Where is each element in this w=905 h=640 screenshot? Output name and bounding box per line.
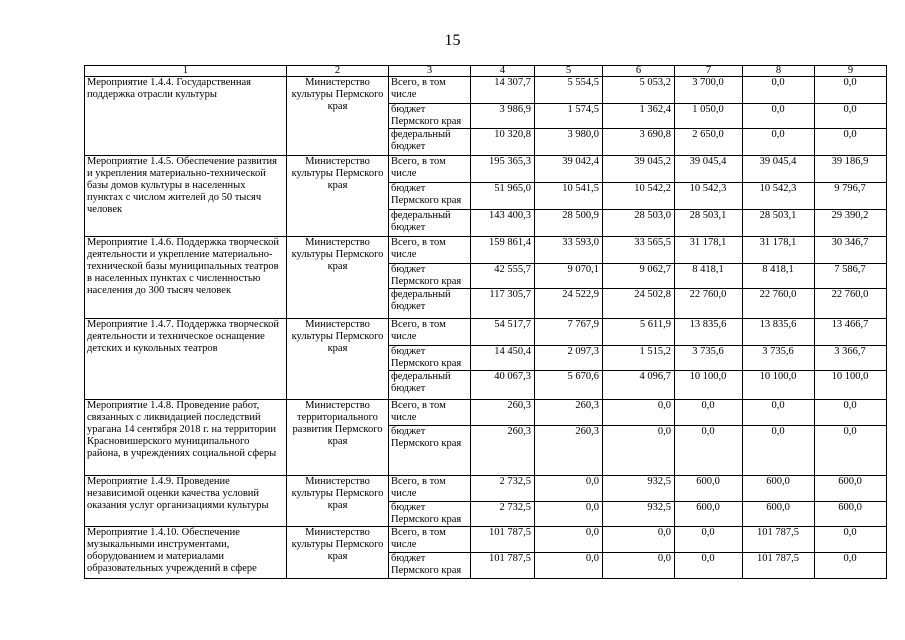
- amount-cell: 5 554,5: [535, 77, 603, 104]
- amount-cell: 260,3: [471, 400, 535, 426]
- page-number: 15: [444, 32, 461, 49]
- measure-description: Мероприятие 1.4.7. Поддержка творческой деятельности и техническое оснащение детских и кукольных театров: [85, 319, 287, 400]
- amount-cell: 0,0: [815, 129, 887, 156]
- funding-source: федеральный бюджет: [389, 210, 471, 237]
- funding-source: федеральный бюджет: [389, 129, 471, 156]
- funding-source: бюджет Пермского края: [389, 104, 471, 129]
- amount-cell: 10 320,8: [471, 129, 535, 156]
- amount-cell: 600,0: [815, 502, 887, 527]
- amount-cell: 28 500,9: [535, 210, 603, 237]
- amount-cell: 9 062,7: [603, 264, 675, 289]
- amount-cell: 28 503,1: [675, 210, 743, 237]
- funding-source: Всего, в том числе: [389, 77, 471, 104]
- amount-cell: 0,0: [535, 476, 603, 502]
- funding-source: бюджет Пермского края: [389, 426, 471, 476]
- col-header-8: 8: [743, 66, 815, 77]
- funding-source: Всего, в том числе: [389, 156, 471, 183]
- amount-cell: 42 555,7: [471, 264, 535, 289]
- funding-source: Всего, в том числе: [389, 319, 471, 346]
- amount-cell: 0,0: [675, 426, 743, 476]
- amount-cell: 0,0: [675, 400, 743, 426]
- amount-cell: 0,0: [743, 400, 815, 426]
- funding-source: бюджет Пермского края: [389, 183, 471, 210]
- amount-cell: 22 760,0: [815, 289, 887, 319]
- amount-cell: 29 390,2: [815, 210, 887, 237]
- table-row: [85, 400, 887, 426]
- amount-cell: 1 574,5: [535, 104, 603, 129]
- amount-cell: 0,0: [603, 527, 675, 553]
- amount-cell: 101 787,5: [471, 553, 535, 579]
- amount-cell: 39 042,4: [535, 156, 603, 183]
- amount-cell: 0,0: [675, 553, 743, 579]
- amount-cell: 54 517,7: [471, 319, 535, 346]
- amount-cell: 10 100,0: [815, 371, 887, 400]
- responsible-executor: Министерство культуры Пермского края: [287, 237, 389, 319]
- amount-cell: 3 735,6: [743, 346, 815, 371]
- amount-cell: 28 503,1: [743, 210, 815, 237]
- amount-cell: 117 305,7: [471, 289, 535, 319]
- amount-cell: 0,0: [603, 426, 675, 476]
- amount-cell: 600,0: [743, 502, 815, 527]
- amount-cell: 5 670,6: [535, 371, 603, 400]
- amount-cell: 0,0: [815, 553, 887, 579]
- amount-cell: 33 593,0: [535, 237, 603, 264]
- amount-cell: 39 045,4: [675, 156, 743, 183]
- amount-cell: 1 362,4: [603, 104, 675, 129]
- measure-description: Мероприятие 1.4.9. Проведение независимой оценки качества условий оказания услуг организациями культуры: [85, 476, 287, 527]
- table-row: [85, 156, 887, 183]
- amount-cell: 10 542,3: [743, 183, 815, 210]
- amount-cell: 1 050,0: [675, 104, 743, 129]
- col-header-3: 3: [389, 66, 471, 77]
- responsible-executor: Министерство культуры Пермского края: [287, 476, 389, 527]
- amount-cell: 0,0: [815, 104, 887, 129]
- col-header-1: 1: [85, 66, 287, 77]
- amount-cell: 0,0: [603, 400, 675, 426]
- amount-cell: 14 450,4: [471, 346, 535, 371]
- amount-cell: 51 965,0: [471, 183, 535, 210]
- budget-table: [84, 65, 887, 579]
- amount-cell: 101 787,5: [743, 527, 815, 553]
- responsible-executor: Министерство культуры Пермского края: [287, 156, 389, 237]
- funding-source: Всего, в том числе: [389, 476, 471, 502]
- amount-cell: 9 796,7: [815, 183, 887, 210]
- amount-cell: 10 100,0: [675, 371, 743, 400]
- amount-cell: 14 307,7: [471, 77, 535, 104]
- amount-cell: 40 067,3: [471, 371, 535, 400]
- amount-cell: 0,0: [815, 77, 887, 104]
- amount-cell: 30 346,7: [815, 237, 887, 264]
- amount-cell: 28 503,0: [603, 210, 675, 237]
- amount-cell: 0,0: [743, 426, 815, 476]
- measure-description: Мероприятие 1.4.8. Проведение работ, связанных с ликвидацией последствий урагана 14 сентября 2018 г. на территории Красновишерского муниципального района, в учреждениях социальной сферы: [85, 400, 287, 476]
- amount-cell: 260,3: [471, 426, 535, 476]
- amount-cell: 3 735,6: [675, 346, 743, 371]
- amount-cell: 0,0: [815, 426, 887, 476]
- amount-cell: 0,0: [535, 553, 603, 579]
- measure-description: Мероприятие 1.4.10. Обеспечение музыкальными инструментами, оборудованием и материалами образовательных учреждений в сфере: [85, 527, 287, 579]
- amount-cell: 24 502,8: [603, 289, 675, 319]
- amount-cell: 0,0: [815, 400, 887, 426]
- amount-cell: 5 053,2: [603, 77, 675, 104]
- table-row: [85, 319, 887, 346]
- table-row: [85, 527, 887, 553]
- header-row: [85, 66, 887, 77]
- col-header-5: 5: [535, 66, 603, 77]
- amount-cell: 1 515,2: [603, 346, 675, 371]
- amount-cell: 3 690,8: [603, 129, 675, 156]
- col-header-6: 6: [603, 66, 675, 77]
- amount-cell: 0,0: [815, 527, 887, 553]
- amount-cell: 39 186,9: [815, 156, 887, 183]
- table-row: [85, 77, 887, 104]
- amount-cell: 0,0: [603, 553, 675, 579]
- amount-cell: 5 611,9: [603, 319, 675, 346]
- amount-cell: 932,5: [603, 476, 675, 502]
- amount-cell: 10 542,2: [603, 183, 675, 210]
- amount-cell: 2 650,0: [675, 129, 743, 156]
- col-header-9: 9: [815, 66, 887, 77]
- amount-cell: 7 767,9: [535, 319, 603, 346]
- amount-cell: 159 861,4: [471, 237, 535, 264]
- amount-cell: 600,0: [815, 476, 887, 502]
- responsible-executor: Министерство культуры Пермского края: [287, 527, 389, 579]
- amount-cell: 3 700,0: [675, 77, 743, 104]
- amount-cell: 3 986,9: [471, 104, 535, 129]
- amount-cell: 600,0: [675, 476, 743, 502]
- amount-cell: 9 070,1: [535, 264, 603, 289]
- col-header-7: 7: [675, 66, 743, 77]
- col-header-2: 2: [287, 66, 389, 77]
- amount-cell: 39 045,4: [743, 156, 815, 183]
- amount-cell: 260,3: [535, 426, 603, 476]
- amount-cell: 22 760,0: [675, 289, 743, 319]
- responsible-executor: Министерство культуры Пермского края: [287, 319, 389, 400]
- amount-cell: 39 045,2: [603, 156, 675, 183]
- funding-source: Всего, в том числе: [389, 400, 471, 426]
- amount-cell: 13 466,7: [815, 319, 887, 346]
- amount-cell: 8 418,1: [675, 264, 743, 289]
- amount-cell: 0,0: [743, 129, 815, 156]
- amount-cell: 932,5: [603, 502, 675, 527]
- amount-cell: 600,0: [743, 476, 815, 502]
- amount-cell: 24 522,9: [535, 289, 603, 319]
- amount-cell: 260,3: [535, 400, 603, 426]
- amount-cell: 0,0: [743, 77, 815, 104]
- funding-source: бюджет Пермского края: [389, 346, 471, 371]
- amount-cell: 13 835,6: [743, 319, 815, 346]
- funding-source: федеральный бюджет: [389, 371, 471, 400]
- amount-cell: 31 178,1: [743, 237, 815, 264]
- amount-cell: 31 178,1: [675, 237, 743, 264]
- amount-cell: 0,0: [743, 104, 815, 129]
- funding-source: федеральный бюджет: [389, 289, 471, 319]
- funding-source: Всего, в том числе: [389, 237, 471, 264]
- funding-source: бюджет Пермского края: [389, 264, 471, 289]
- table-row: [85, 237, 887, 264]
- measure-description: Мероприятие 1.4.6. Поддержка творческой деятельности и укрепление материально-технической базы муниципальных театров в населенных пунктах с численностью населения до 300 тысяч человек: [85, 237, 287, 319]
- amount-cell: 33 565,5: [603, 237, 675, 264]
- amount-cell: 195 365,3: [471, 156, 535, 183]
- amount-cell: 2 732,5: [471, 476, 535, 502]
- table-body: [85, 77, 887, 579]
- amount-cell: 0,0: [675, 527, 743, 553]
- amount-cell: 2 097,3: [535, 346, 603, 371]
- responsible-executor: Министерство культуры Пермского края: [287, 77, 389, 156]
- col-header-4: 4: [471, 66, 535, 77]
- measure-description: Мероприятие 1.4.4. Государственная поддержка отрасли культуры: [85, 77, 287, 156]
- amount-cell: 13 835,6: [675, 319, 743, 346]
- amount-cell: 101 787,5: [471, 527, 535, 553]
- amount-cell: 0,0: [535, 502, 603, 527]
- amount-cell: 3 366,7: [815, 346, 887, 371]
- amount-cell: 2 732,5: [471, 502, 535, 527]
- amount-cell: 101 787,5: [743, 553, 815, 579]
- funding-source: бюджет Пермского края: [389, 502, 471, 527]
- amount-cell: 600,0: [675, 502, 743, 527]
- amount-cell: 10 542,3: [675, 183, 743, 210]
- amount-cell: 0,0: [535, 527, 603, 553]
- amount-cell: 143 400,3: [471, 210, 535, 237]
- amount-cell: 8 418,1: [743, 264, 815, 289]
- amount-cell: 10 100,0: [743, 371, 815, 400]
- amount-cell: 10 541,5: [535, 183, 603, 210]
- responsible-executor: Министерство территориального развития Пермского края: [287, 400, 389, 476]
- funding-source: Всего, в том числе: [389, 527, 471, 553]
- amount-cell: 4 096,7: [603, 371, 675, 400]
- amount-cell: 3 980,0: [535, 129, 603, 156]
- table-row: [85, 476, 887, 502]
- measure-description: Мероприятие 1.4.5. Обеспечение развития и укрепления материально-технической базы домов культуры в населенных пунктах с числом жителей до 50 тысяч человек: [85, 156, 287, 237]
- amount-cell: 7 586,7: [815, 264, 887, 289]
- amount-cell: 22 760,0: [743, 289, 815, 319]
- funding-source: бюджет Пермского края: [389, 553, 471, 579]
